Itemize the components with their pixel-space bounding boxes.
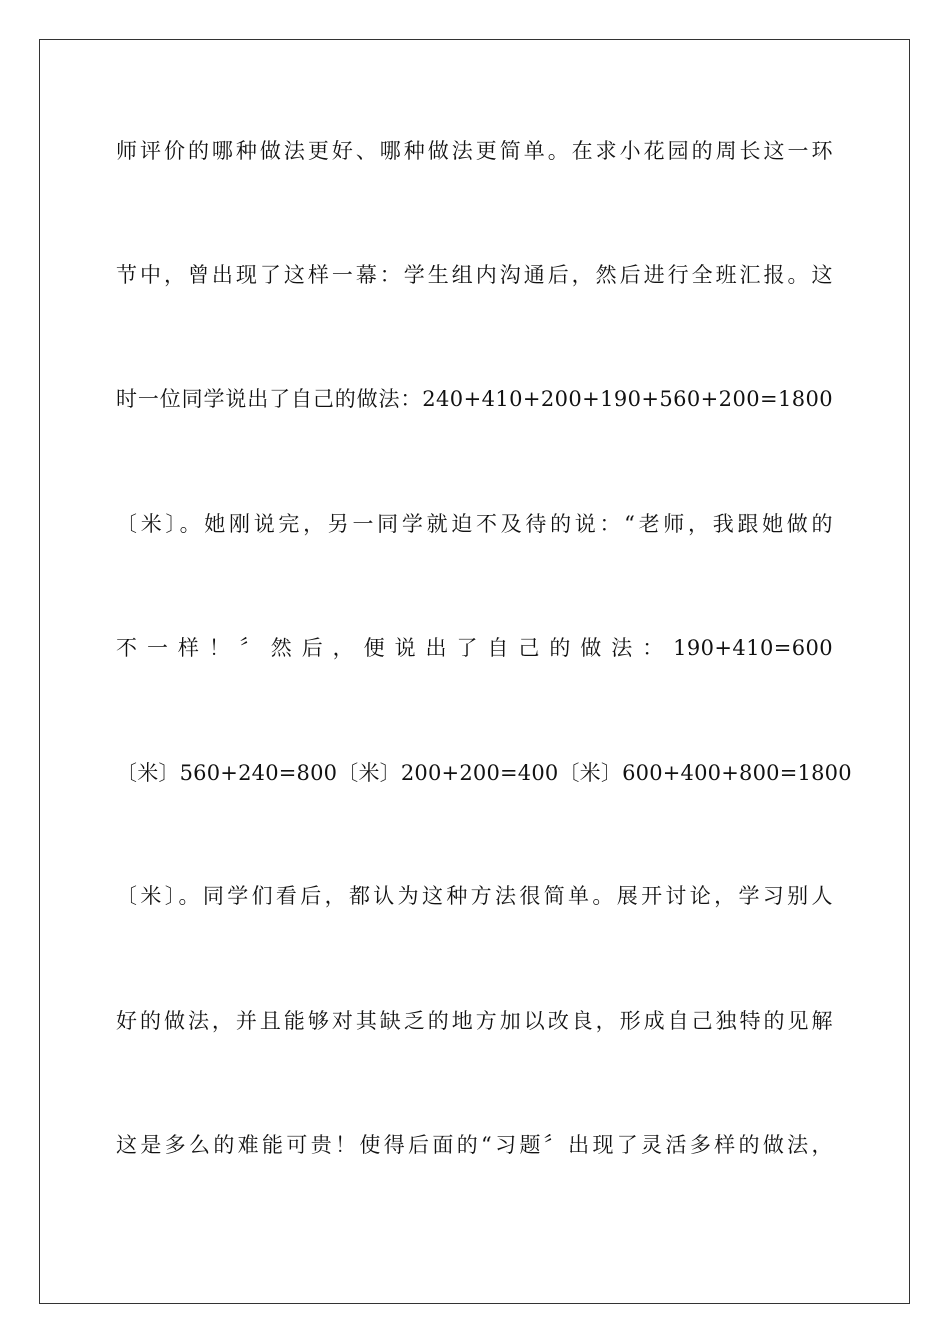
text-line: 这是多么的难能可贵！使得后面的“习题〞出现了灵活多样的做法， xyxy=(116,1133,833,1157)
text-line: 〔米〕560+240=800〔米〕200+200=400〔米〕600+400+800=1800 xyxy=(116,761,852,785)
text-line: 时一位同学说出了自己的做法：240+410+200+190+560+200=1800 xyxy=(116,387,833,411)
page-border xyxy=(39,39,910,1304)
text-line: 节中，曾出现了这样一幕：学生组内沟通后，然后进行全班汇报。这 xyxy=(116,263,833,287)
text-line: 〔米〕。她刚说完，另一同学就迫不及待的说：“老师，我跟她做的 xyxy=(116,512,833,536)
text-line: 好的做法，并且能够对其缺乏的地方加以改良，形成自己独特的见解 xyxy=(116,1009,833,1033)
text-line: 师评价的哪种做法更好、哪种做法更简单。在求小花园的周长这一环 xyxy=(116,139,833,163)
text-line: 〔米〕。同学们看后，都认为这种方法很简单。展开讨论，学习别人 xyxy=(116,884,833,908)
text-line: 不一样！〞然后，便说出了自己的做法：190+410=600 xyxy=(116,636,833,660)
